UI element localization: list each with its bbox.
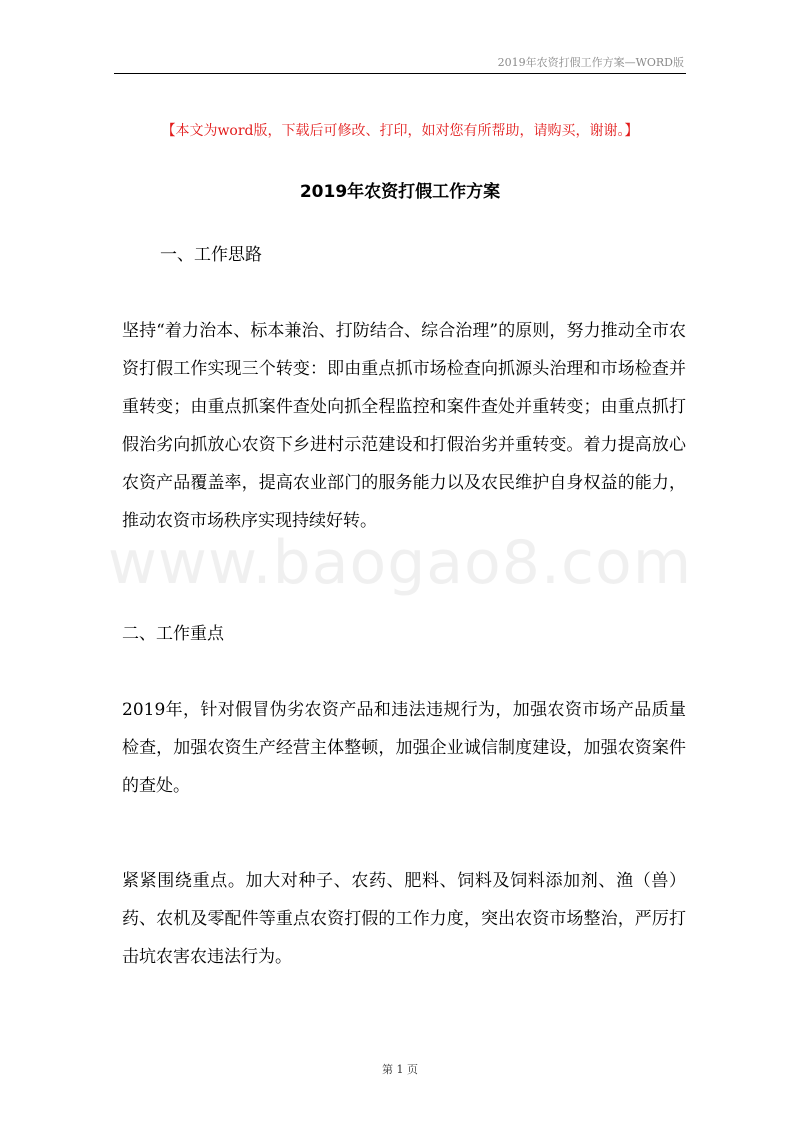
document-title: 2019年农资打假工作方案 [299,182,501,202]
watermark: www.baogao8.com [107,528,693,598]
page-header: 2019年农资打假工作方案—WORD版 [497,56,684,69]
section-heading-1: 一、工作思路 [160,245,262,265]
download-notice: 【本文为word版，下载后可修改、打印，如对您有所帮助，请购买，谢谢。】 [161,123,639,139]
section-2-paragraph-1: 2019年，针对假冒伪劣农资产品和违法违规行为，加强农资市场产品质量检查，加强农资生产经营主体整顿，加强企业诚信制度建设，加强农资案件的查处。 [122,700,686,796]
section-2-paragraph-2: 紧紧围绕重点。加大对种子、农药、肥料、饲料及饲料添加剂、渔（兽）药、农机及零配件等重点农资打假的工作力度，突出农资市场整治，严厉打击坑农害农违法行为。 [122,871,686,967]
header-divider [114,73,686,74]
section-1-paragraph: 坚持“着力治本、标本兼治、打防结合、综合治理”的原则，努力推动全市农资打假工作实现三个转变：即由重点抓市场检查向抓源头治理和市场检查并重转变；由重点抓案件查处向抓全程监控和案件查处并重转变；由重点抓打假治劣向抓放心农资下乡进村示范建设和打假治劣并重转变。着力提高放心农资产品覆盖率，提高农业部门的服务能力以及农民维护自身权益的能力，推动农资市场秩序实现持续好转。 [122,321,686,531]
page-number: 第 1 页 [382,1063,418,1076]
section-heading-2: 二、工作重点 [122,624,224,644]
